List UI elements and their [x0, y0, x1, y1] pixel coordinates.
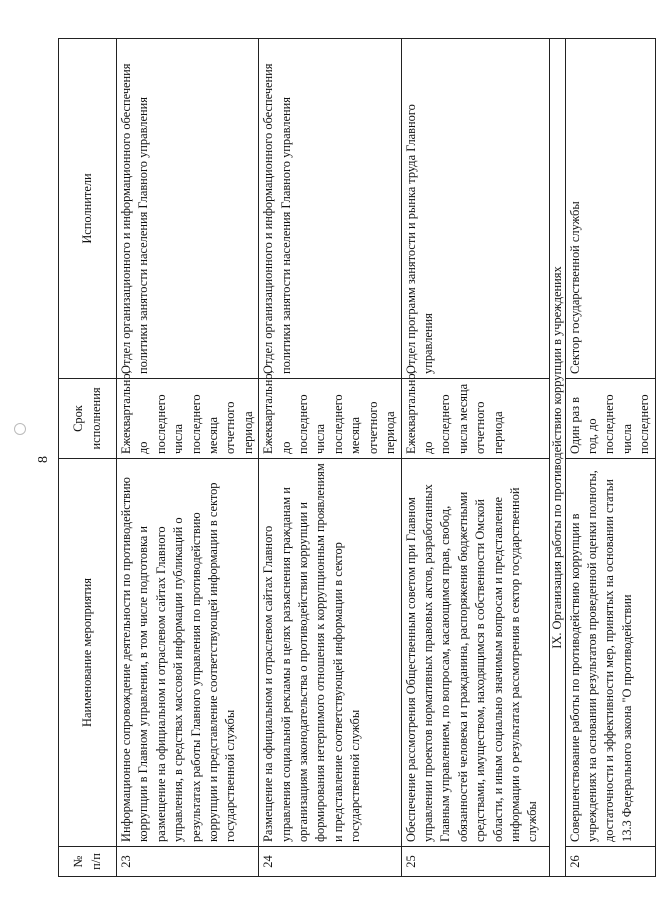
page-number: 8	[36, 456, 51, 463]
row-num: 26	[565, 847, 655, 877]
punch-hole-mark	[14, 423, 26, 435]
header-executors: Исполнители	[59, 39, 117, 379]
header-deadline: Срок исполнения	[59, 379, 117, 459]
table-row	[259, 39, 401, 877]
row-executors: Отдел организационного и информационного обеспечения политики занятости населения Главного управления	[117, 39, 259, 379]
row-deadline: Один раз в год, до последнего числа последнего	[565, 379, 655, 459]
table-row	[117, 39, 259, 877]
table-row	[401, 39, 549, 877]
row-num: 23	[117, 847, 259, 877]
document-table-container	[58, 39, 652, 877]
header-activity: Наименование мероприятия	[59, 459, 117, 847]
section-row	[549, 39, 565, 877]
row-deadline: Ежеквартально, до последнего числа последнего месяца отчетного периода	[117, 379, 259, 459]
row-num: 25	[401, 847, 549, 877]
section-title: IX. Организация работы по противодействию коррупции в учреждениях	[549, 39, 565, 877]
row-activity: Информационное сопровождение деятельности по противодействию коррупции в Главном управлении, в том числе подготовка и размещение на официальном и отраслевом сайтах Главного управления, в средствах массовой информации публикаций о результатах работы Главного управления по противодействию коррупции и представление соответствующей информации в сектор государственной службы	[117, 459, 259, 847]
row-executors: Отдел организационного и информационного обеспечения политики занятости населения Главного управления	[259, 39, 401, 379]
table-row	[565, 39, 655, 877]
header-num: № п/п	[59, 847, 117, 877]
row-activity: Совершенствование работы по противодействию коррупции в учреждениях на основании результатов проведенной оценки полноты, достаточности и эффективности мер, принятых на основании статьи 13.3 Федерального закона "О противодействии	[565, 459, 655, 847]
row-deadline: Ежеквартально, до последнего числа месяца отчетного периода	[401, 379, 549, 459]
row-deadline: Ежеквартально, до последнего числа последнего месяца отчетного периода	[259, 379, 401, 459]
measures-table	[58, 38, 656, 877]
row-activity: Размещение на официальном и отраслевом сайтах Главного управления социальной рекламы в целях разъяснения гражданам и организациям законодательства о противодействии коррупции и формирования нетерпимого отношения к коррупционным проявлениям и представление соответствующей информации в сектор государственной службы	[259, 459, 401, 847]
row-executors: Отдел программ занятости и рынка труда Главного управления	[401, 39, 549, 379]
table-header-row	[59, 39, 117, 877]
row-activity: Обеспечение рассмотрения Общественным советом при Главном управлении проектов нормативных правовых актов, разработанных Главным управлением, по вопросам, касающимся прав, свобод, обязанностей человека и гражданина, распоряжения бюджетными средствами, имуществом, находящимся в собственности Омской области, и иным социально значимым вопросам и представление информации о результатах рассмотрения в сектор государственной службы	[401, 459, 549, 847]
row-executors: Сектор государственной службы	[565, 39, 655, 379]
row-num: 24	[259, 847, 401, 877]
